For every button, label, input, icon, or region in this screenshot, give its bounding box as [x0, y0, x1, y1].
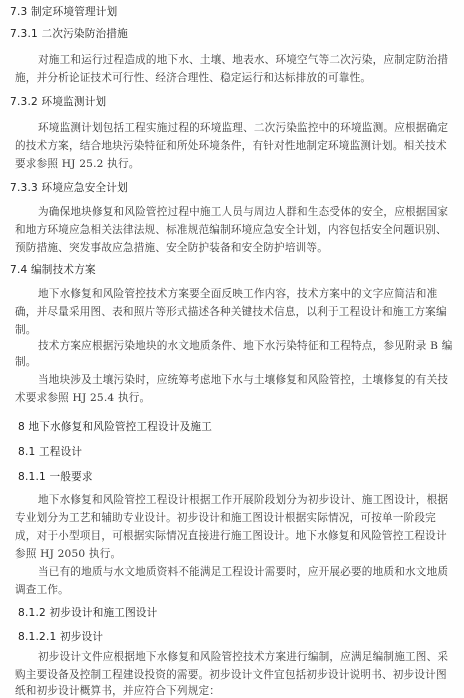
paragraph-line: 纸和初步设计概算书，并应符合下列规定：	[15, 685, 221, 697]
section-heading-7-4: 7.4 编制技术方案	[10, 264, 96, 276]
paragraph-line: 对施工和运行过程造成的地下水、土壤、地表水、环境空气等二次污染，应制定防治措	[38, 54, 449, 66]
paragraph-line: 的技术方案，结合地块污染特征和所处环境条件，有针对性地制定环境监测计划。相关技术	[15, 140, 447, 152]
paragraph-line: 地下水修复和风险管控技术方案要全面反映工作内容，技术方案中的文字应简洁和准	[38, 288, 438, 300]
paragraph-line: 确，并尽量采用图、表和照片等形式描述各种关键技术信息，以利于工程设计和施工方案编	[15, 306, 447, 318]
paragraph-line: 环境监测计划包括工程实施过程的环境监理、二次污染监控中的环境监测。应根据确定	[38, 122, 449, 134]
paragraph-line: 专业划分为工艺和辅助专业设计。初步设计和施工图设计根据实际情况，可按单一阶段完	[15, 512, 436, 524]
paragraph-line: 预防措施、突发事故应急措施、安全防护装备和安全防护培训等。	[15, 242, 329, 254]
paragraph-line: 为确保地块修复和风险管控过程中施工人员与周边人群和生态受体的安全，应根据国家	[38, 206, 449, 218]
subsection-heading-7-3-3: 7.3.3 环境应急安全计划	[10, 182, 128, 194]
subsection-heading-8-1-2: 8.1.2 初步设计和施工图设计	[18, 607, 158, 619]
section-heading-8-1: 8.1 工程设计	[18, 446, 83, 458]
paragraph-line: 初步设计文件应根据地下水修复和风险管控技术方案进行编制，应满足编制施工图、采	[38, 651, 449, 663]
paragraph-line: 要求参照 HJ 25.2 执行。	[15, 158, 140, 170]
paragraph-line: 地下水修复和风险管控工程设计根据工作开展阶段划分为初步设计、施工图设计，根据	[38, 494, 449, 506]
chapter-heading-8: 8 地下水修复和风险管控工程设计及施工	[18, 421, 212, 433]
paragraph-line: 制。	[15, 356, 37, 368]
subsection-heading-8-1-2-1: 8.1.2.1 初步设计	[18, 631, 104, 643]
paragraph-line: 当已有的地质与水文地质资料不能满足工程设计需要时，应开展必要的地质和水文地质	[38, 566, 449, 578]
subsection-heading-7-3-1: 7.3.1 二次污染防治措施	[10, 28, 128, 40]
paragraph-line: 当地块涉及土壤污染时，应统筹考虑地下水与土壤修复和风险管控，土壤修复的有关技	[38, 374, 449, 386]
paragraph-line: 制。	[15, 324, 37, 336]
paragraph-line: 调查工作。	[15, 584, 69, 596]
subsection-heading-7-3-2: 7.3.2 环境监测计划	[10, 96, 107, 108]
paragraph-line: 施，并分析论证技术可行性、经济合理性、稳定运行和达标排放的可靠性。	[15, 72, 372, 84]
paragraph-line: 和地方环境应急相关法律法规、标准规范编制环境应急安全计划，内容包括安全问题识别、	[15, 224, 447, 236]
paragraph-line: 购主要设备及控制工程建设投资的需要。初步设计文件宜包括初步设计说明书、初步设计图	[15, 669, 447, 681]
section-heading-7-3: 7.3 制定环境管理计划	[10, 6, 118, 18]
paragraph-line: 术要求参照 HJ 25.4 执行。	[15, 392, 151, 404]
paragraph-line: 成，对于小型项目，可根据实际情况直接进行施工图设计。地下水修复和风险管控工程设计	[15, 530, 447, 542]
subsection-heading-8-1-1: 8.1.1 一般要求	[18, 471, 93, 483]
paragraph-line: 技术方案应根据污染地块的水文地质条件、地下水污染特征和工程特点，参见附录 B 编	[38, 340, 453, 352]
paragraph-line: 参照 HJ 2050 执行。	[15, 548, 122, 560]
